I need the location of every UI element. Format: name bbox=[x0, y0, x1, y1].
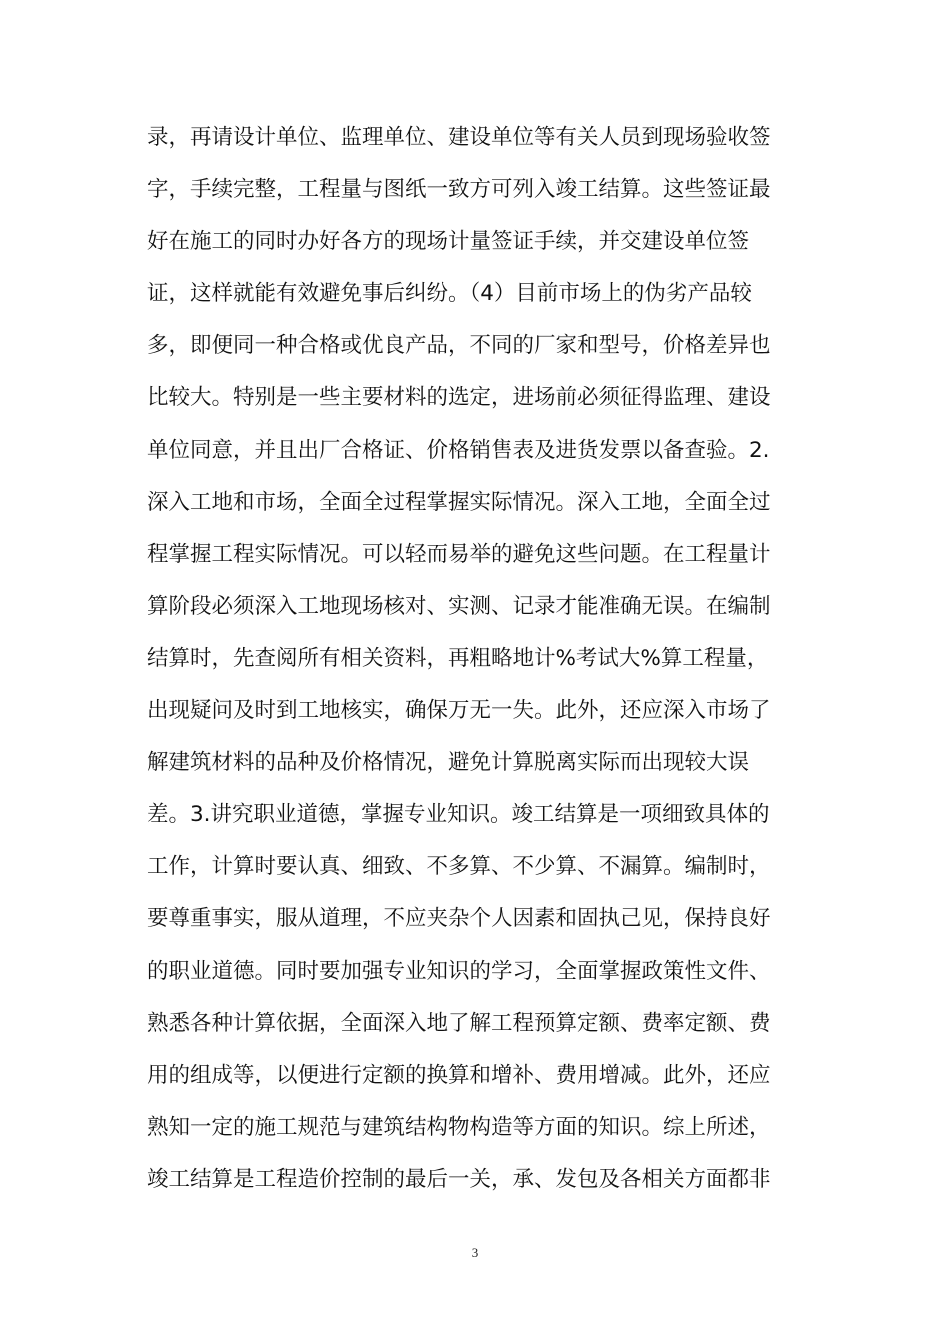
text-line: 结算时，先查阅所有相关资料，再粗略地计%考试大%算工程量， bbox=[147, 645, 769, 671]
text-line: 证，这样就能有效避免事后纠纷。（4）目前市场上的伪劣产品较 bbox=[147, 281, 752, 307]
body-text bbox=[147, 116, 807, 1210]
text-line: 的职业道德。同时要加强专业知识的学习，全面掌握政策性文件、 bbox=[147, 958, 771, 984]
text-line: 单位同意，并且出厂合格证、价格销售表及进货发票以备查验。2. bbox=[147, 437, 770, 463]
text-line: 字，手续完整，工程量与图纸一致方可列入竣工结算。这些签证最 bbox=[147, 177, 771, 203]
text-line: 工作，计算时要认真、细致、不多算、不少算、不漏算。编制时， bbox=[147, 854, 771, 880]
page-number: 3 bbox=[471, 1245, 479, 1260]
text-line: 程掌握工程实际情况。可以轻而易举的避免这些问题。在工程量计 bbox=[147, 541, 771, 567]
text-line: 熟知一定的施工规范与建筑结构物构造等方面的知识。综上所述， bbox=[147, 1114, 771, 1140]
text-line: 熟悉各种计算依据，全面深入地了解工程预算定额、费率定额、费 bbox=[147, 1010, 771, 1036]
text-line: 要尊重事实，服从道理，不应夹杂个人因素和固执己见，保持良好 bbox=[147, 906, 771, 932]
text-line: 差。3.讲究职业道德，掌握专业知识。竣工结算是一项细致具体的 bbox=[147, 802, 770, 828]
text-line: 多，即便同一种合格或优良产品，不同的厂家和型号，价格差异也 bbox=[147, 333, 771, 359]
text-line: 比较大。特别是一些主要材料的选定，进场前必须征得监理、建设 bbox=[147, 385, 771, 411]
text-line: 好在施工的同时办好各方的现场计量签证手续，并交建设单位签 bbox=[147, 229, 750, 255]
text-line: 算阶段必须深入工地现场核对、实测、记录才能准确无误。在编制 bbox=[147, 593, 771, 619]
text-line: 解建筑材料的品种及价格情况，避免计算脱离实际而出现较大误 bbox=[147, 750, 750, 776]
text-line: 录，再请设计单位、监理单位、建设单位等有关人员到现场验收签 bbox=[147, 125, 771, 150]
text-line: 用的组成等，以便进行定额的换算和增补、费用增减。此外，还应 bbox=[147, 1062, 771, 1088]
text-line: 深入工地和市场，全面全过程掌握实际情况。深入工地，全面全过 bbox=[147, 489, 771, 515]
text-line: 竣工结算是工程造价控制的最后一关，承、发包及各相关方面都非 bbox=[147, 1166, 771, 1192]
text-line: 出现疑问及时到工地核实，确保万无一失。此外，还应深入市场了 bbox=[147, 698, 771, 724]
